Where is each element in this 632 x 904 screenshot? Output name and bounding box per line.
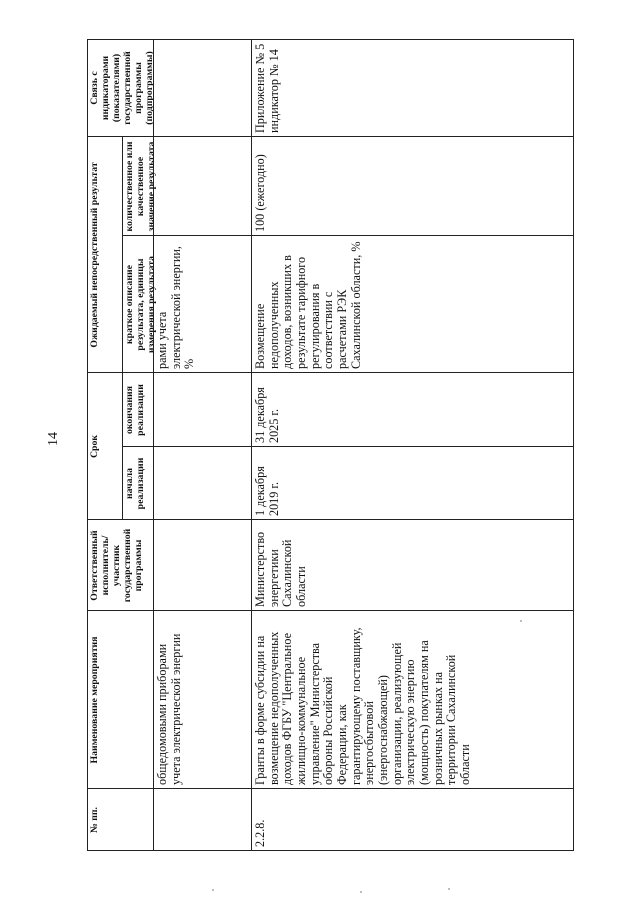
row1-end xyxy=(153,373,251,447)
table-rule xyxy=(87,39,574,40)
table-rule xyxy=(87,136,574,137)
table-rule xyxy=(122,137,123,373)
table-rule xyxy=(122,235,574,236)
row2-executor: Министерство энергетики Сахалинской области xyxy=(253,531,308,607)
row2-start: 1 декабря 2019 г. xyxy=(253,466,281,516)
row2-end: 31 декабря 2025 г. xyxy=(253,387,281,443)
table-rule xyxy=(87,39,88,851)
row2-name: Гранты в форме субсидии на возмещение недополученных доходов ФГБУ "Центральное жилищно-коммунальное управление" Министерства обороны Российской Федерации, как гарантирующему поставщику, энергосбытовой (энергоснабжающей) организации, реализующей электрическую энергию (мощность) покупателям на розничных рынках на территории Сахалинской области xyxy=(253,627,472,785)
header-num: № пп. xyxy=(89,806,100,834)
row1-executor xyxy=(153,520,251,611)
scan-speck xyxy=(360,891,362,893)
table-rule xyxy=(87,372,574,373)
table-rule xyxy=(87,519,574,520)
row2-num: 2.2.8. xyxy=(253,819,267,847)
header-name: Наименование мероприятия xyxy=(89,636,100,764)
row2-link: Приложение № 5 индикатор № 14 xyxy=(253,43,281,133)
scan-speck xyxy=(448,888,450,890)
scan-speck xyxy=(212,889,214,891)
program-table xyxy=(87,39,574,851)
scan-speck xyxy=(520,620,522,622)
row1-link xyxy=(153,39,251,137)
header-link: Связь с индикаторами (показателями) государственной программы (подпрограммы) xyxy=(89,51,155,125)
header-term-end: окончания реализации xyxy=(124,384,146,436)
header-result-value: количественное или качественное значение результата xyxy=(124,141,157,232)
table-rule xyxy=(87,610,574,611)
page-number: 14 xyxy=(46,432,61,446)
row1-num xyxy=(153,789,251,851)
row2-desc: Возмещение недополученных доходов, возникших в результате тарифного регулирования в соответствии с расчетами РЭК Сахалинской области, % xyxy=(253,241,363,369)
table-rule xyxy=(153,39,154,851)
header-executor: Ответственный исполнитель/участник государственной программы xyxy=(89,528,144,603)
header-result: Ожидаемый непосредственный результат xyxy=(89,162,100,348)
row1-start xyxy=(153,447,251,520)
table-frame xyxy=(87,39,574,851)
table-rule xyxy=(87,788,574,789)
row1-value xyxy=(153,137,251,236)
header-term-start: начала реализации xyxy=(124,457,146,510)
table-rule xyxy=(122,446,574,447)
table-rule xyxy=(87,850,574,851)
header-term: Срок xyxy=(89,434,100,459)
table-rule xyxy=(573,39,574,851)
row1-name: общедомовыми приборами учета электрической энергии xyxy=(155,633,183,785)
table-rule xyxy=(251,39,252,851)
header-result-desc: краткое описание результата, единицы измерения результата xyxy=(124,255,157,354)
row2-value: 100 (ежегодно) xyxy=(253,154,267,232)
row1-desc: рами учета электрической энергии, % xyxy=(155,246,197,369)
